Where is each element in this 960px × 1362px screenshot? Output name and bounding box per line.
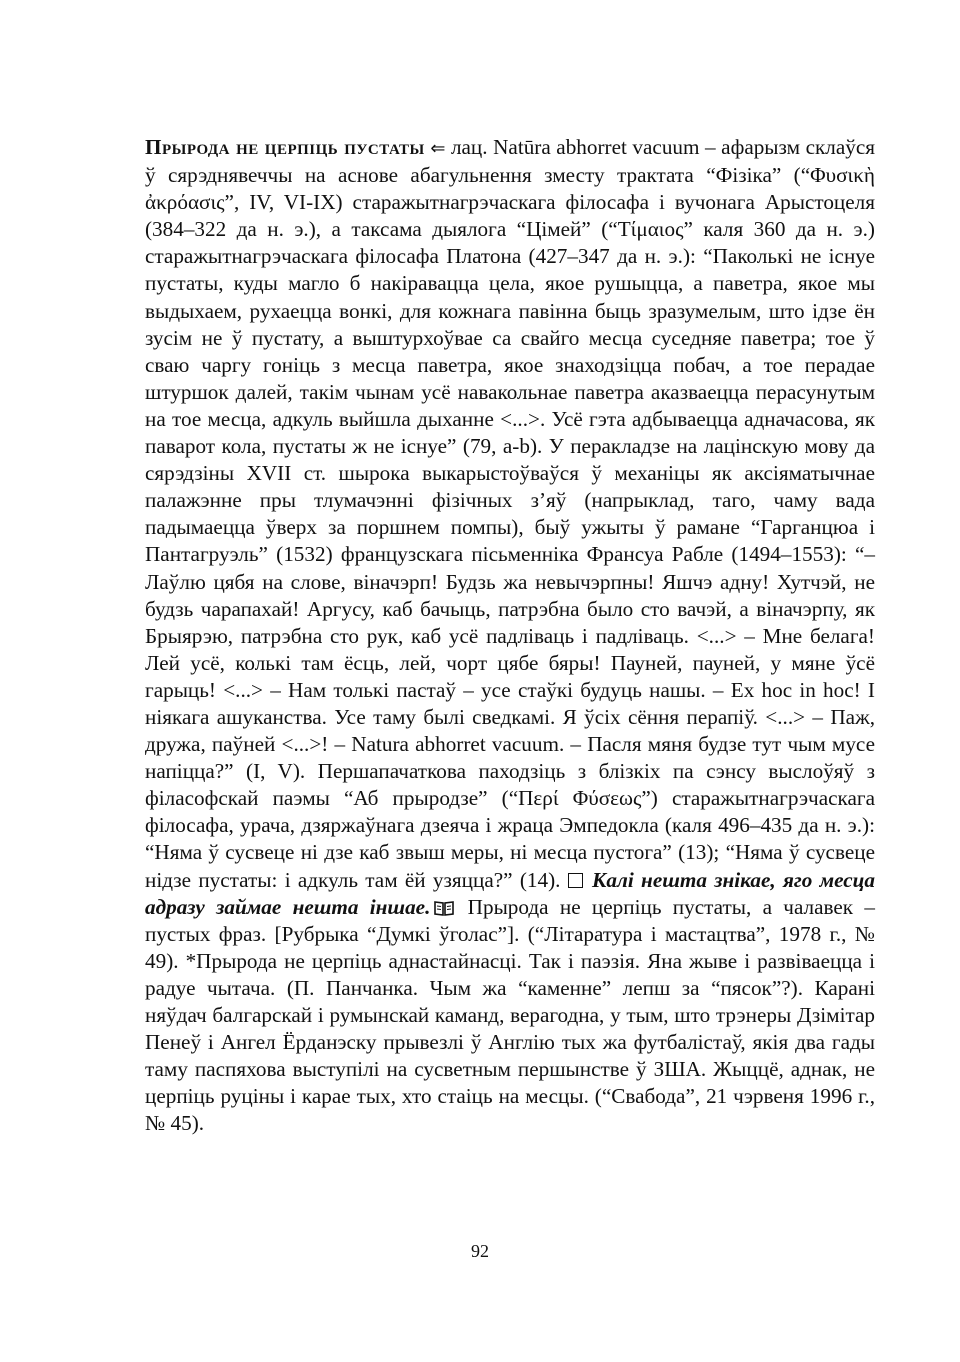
- page-number: 92: [471, 1241, 489, 1261]
- meaning-square-icon: [568, 873, 583, 888]
- usage-examples: Прырода не церпіць пустаты, а чалавек – пустых фраз. [Рубрыка “Думкі ўголас”]. (“Літаратура і мастацтва”, 1978 г., № 49). *Прырода не церпіць аднастайнасці. Так і паэзія. Яна жыве і развіваецца і радуе чытача. (П. Панчанка. Чым жа “каменне” лепш за “пясок”?). Карані няўдач балгарскай і румынскай каманд, верагодна, у тым, што трэнеры Дзімітар Пенеў і Ангел Ёрданэску прывезлі ў Англію тых жа футбалістаў, якія два гады таму паспяхова выступілі на сусветным першынстве ў ЗША. Жыццё, аднак, не церпіць руціны і карае тых, хто стаіць на месцы. (“Свабода”, 21 чэрвеня 1996 г., № 45).: [145, 894, 875, 1136]
- origin-arrow-icon: ⇐: [430, 138, 446, 159]
- etymology: лац. Natūra abhorret vacuum: [450, 135, 700, 159]
- entry-commentary: – афарызм склаўся ў сярэднявеччы на аснове абагульнення зместу трактата “Фізіка” (“Φυσικὴ ἀκρόασις”, IV, VI-IX) старажытнагрэчаскага філосафа і вучонага Арыстоцеля (384–322 да н. э.), а таксама дыялога “Цімей” (“Τίμαιος” каля 360 да н. э.) старажытнагрэчаскага філосафа Платона (427–347 да н. э.): “Паколькі не існуе пустаты, куды магло б накіравацца цела, якое рушыцца, а паветра, якое мы выдыхаем, рухаецца вонкі, для кожнага павінна быць зразумелым, што ідзе ён зусім не ў пустату, а выштурхоўвае са свайго месца суседняе паветра; тое ў сваю чаргу гоніць з месца паветра, якое знаходзіцца побач, а тое перадае штуршок далей, такім чынам усё навакольнае паветра аказваецца перасунутым на тое месца, адкуль выйшла дыханне <...>. Усё гэта адбываецца адначасова, як паварот кола, пустаты ж не існуе” (79, a-b). У перакладзе на лацінскую мову да сярэдзіны XVII ст. шырока выкарыстоўваўся ў механіцы як аксіяматычнае палажэнне пры тлумачэнні фізічных з’яў (напрыклад, таго, чаму вада падымаецца ўверх за поршнем помпы), быў ужыты ў рамане “Гарганцюа і Пантагруэль” (1532) французскага пісьменніка Франсуа Рабле (1494–1553): “– Лаўлю цябя на слове, віначэрп! Будзь жа невычэрпны! Яшчэ адну! Хутчэй, не будзь чарапахай! Аргусу, каб бачыць, патрэбна было сто вачэй, а віначэрпу, як Брыярэю, патрэбна сто рук, каб усё падліваць і падліваць. <...> – Мне белага! Лей усё, колькі там ёсць, лей, чорт цябе бяры! Пауней, пауней, у мяне ўсё гарыць! <...> – Нам толькі пастаў – усе стаўкі будуць нашы. – Ex hoc in hoc! І ніякага ашуканства. Усе таму былі сведкамі. Я ўсіх сёння перапіў. <...> – Паж, дружа, паўней <...>! – Natura abhorret vacuum. – Пасля мяня будзе тут чым мусе напіцца?” (I, V). Першапачаткова паходзіць з блізкіх па сэнсу выслоўяў з філасофскай паэмы “Аб прыродзе” (“Περί Φύσεως”) старажытнагрэчаскага філосафа, урача, дзяржаўнага дзеяча і жраца Эмпедокла (каля 496–435 да н. э.): “Няма ў сусвеце ні дзе каб звыш меры, ні месца пустога” (13); “Няма ў сусвеце нідзе пустаты: і адкуль там ёй узяцца?” (14).: [145, 135, 875, 892]
- meaning-definition: Калі нешта знікае, яго месца адразу займае нешта іншае.: [145, 867, 875, 919]
- headword: Прырода не церпіць пустаты: [145, 135, 425, 159]
- open-book-icon: [434, 900, 454, 916]
- dictionary-entry: [145, 134, 875, 1137]
